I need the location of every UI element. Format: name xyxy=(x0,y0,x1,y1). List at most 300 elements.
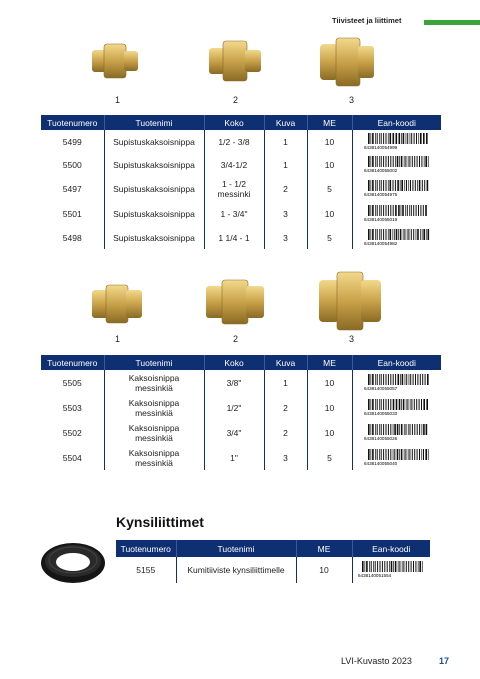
figure-number: 1 xyxy=(115,95,121,105)
product-number: 5501 xyxy=(62,209,82,219)
product-size: 1 - 3/4" xyxy=(204,202,264,226)
figure-number: 1 xyxy=(115,334,121,344)
barcode-bar xyxy=(380,424,381,435)
barcode-bar xyxy=(415,374,416,385)
barcode-bar xyxy=(420,374,421,385)
product-table-reducing-nipples xyxy=(41,115,441,249)
figure-ref: 2 xyxy=(264,176,307,202)
figure-number: 3 xyxy=(349,334,355,344)
barcode-bar xyxy=(388,180,389,191)
product-size: 1/2" xyxy=(204,395,264,420)
barcode-bar xyxy=(392,205,393,216)
barcode-bar xyxy=(413,229,414,240)
barcode-bar xyxy=(401,374,403,385)
barcode-bar xyxy=(370,229,371,240)
barcode-bar xyxy=(380,229,381,240)
barcode-bar xyxy=(370,449,371,460)
fitting-image-1 xyxy=(88,40,144,82)
barcode-bar xyxy=(414,156,415,167)
barcode-bar xyxy=(400,180,401,191)
figure-number: 3 xyxy=(349,95,355,105)
product-size: 1" xyxy=(204,445,264,470)
barcode-bar xyxy=(421,449,422,460)
barcode-icon xyxy=(364,373,430,391)
rubber-seal-image xyxy=(38,536,108,586)
column-header: Koko xyxy=(204,115,264,130)
table-row xyxy=(41,202,441,226)
barcode-bar xyxy=(370,399,371,410)
column-header: ME xyxy=(307,115,352,130)
barcode-bar xyxy=(370,424,371,435)
barcode-icon xyxy=(364,423,430,441)
barcode-bar xyxy=(376,374,377,385)
barcode-bar xyxy=(397,424,399,435)
header-accent-bar xyxy=(424,20,480,25)
barcode-bar xyxy=(383,180,384,191)
barcode-bar xyxy=(375,205,376,216)
column-header: Tuotenumero xyxy=(41,355,104,370)
column-header: Tuotenimi xyxy=(176,540,296,557)
barcode-bar xyxy=(414,399,415,410)
barcode-bar xyxy=(428,156,429,167)
product-number: 5502 xyxy=(62,427,82,438)
barcode-bar xyxy=(402,205,404,216)
barcode-bar xyxy=(401,399,402,410)
barcode-bar xyxy=(424,180,425,191)
barcode-digits: 6438140051554 xyxy=(358,573,392,578)
barcode-bar xyxy=(407,399,408,410)
barcode-bar xyxy=(395,133,397,144)
barcode-icon xyxy=(364,228,430,246)
barcode-bar xyxy=(415,229,416,240)
barcode-bar xyxy=(372,374,374,385)
barcode-bar xyxy=(385,449,386,460)
barcode-bar xyxy=(405,449,406,460)
pack-unit: 10 xyxy=(307,202,352,226)
barcode-bar xyxy=(372,133,374,144)
barcode-bar xyxy=(391,561,393,572)
pack-unit: 10 xyxy=(307,395,352,420)
barcode-bar xyxy=(423,424,425,435)
barcode-bar xyxy=(423,449,424,460)
barcode-bar xyxy=(419,180,421,191)
barcode-bar xyxy=(425,424,427,435)
product-table-claw-couplings xyxy=(116,540,430,583)
barcode-bar xyxy=(372,449,374,460)
barcode-bar xyxy=(370,180,371,191)
catalog-name: LVI-Kuvasto 2023 xyxy=(341,656,412,666)
barcode-bar xyxy=(376,424,377,435)
column-header: ME xyxy=(296,540,352,557)
barcode-bar xyxy=(425,449,427,460)
barcode-bar xyxy=(385,205,386,216)
column-header: ME xyxy=(307,355,352,370)
barcode-icon xyxy=(364,179,430,197)
pack-unit: 10 xyxy=(296,557,352,583)
figure-ref: 1 xyxy=(264,370,307,395)
barcode-bar xyxy=(419,449,420,460)
barcode-bar xyxy=(394,424,396,435)
barcode-bar xyxy=(392,399,394,410)
barcode-bar xyxy=(375,449,376,460)
barcode-bar xyxy=(397,374,399,385)
pack-unit: 5 xyxy=(307,226,352,249)
barcode-bar xyxy=(395,229,397,240)
barcode-bar xyxy=(404,561,405,572)
barcode-bar xyxy=(388,133,389,144)
barcode-bar xyxy=(373,561,374,572)
column-header: Tuotenimi xyxy=(104,115,204,130)
barcode-digits: 6438140054999 xyxy=(363,144,397,150)
barcode-bar xyxy=(375,229,376,240)
fitting-image-3 xyxy=(316,270,384,332)
barcode-bar xyxy=(383,399,384,410)
product-size: 1 - 1/2 messinki xyxy=(204,176,264,202)
barcode-digits: 6438140055040 xyxy=(363,460,397,466)
fitting-image-1 xyxy=(89,282,147,326)
barcode-bar xyxy=(392,180,393,191)
product-name: Kaksoisnippa messinkiä xyxy=(104,445,204,470)
barcode-bar xyxy=(390,205,391,216)
barcode-bar xyxy=(416,399,417,410)
barcode-bar xyxy=(379,449,380,460)
barcode-bar xyxy=(405,205,406,216)
barcode-bar xyxy=(421,424,422,435)
barcode-bar xyxy=(399,424,400,435)
barcode-bar xyxy=(401,449,403,460)
barcode-bar xyxy=(404,180,405,191)
barcode-bar xyxy=(380,399,381,410)
barcode-bar xyxy=(397,180,399,191)
barcode-bar xyxy=(422,374,423,385)
barcode-bar xyxy=(375,561,376,572)
barcode-digits: 6438140055057 xyxy=(363,385,397,391)
barcode-bar xyxy=(419,156,420,167)
barcode-bar xyxy=(409,156,410,167)
column-header: Tuotenumero xyxy=(116,540,176,557)
barcode-bar xyxy=(406,561,407,572)
barcode-bar xyxy=(395,561,397,572)
barcode-bar xyxy=(368,133,370,144)
barcode-bar xyxy=(422,229,423,240)
barcode-bar xyxy=(392,133,394,144)
barcode-bar xyxy=(416,424,417,435)
barcode-bar xyxy=(392,374,393,385)
barcode-bar xyxy=(376,205,377,216)
barcode-bar xyxy=(380,180,381,191)
barcode-bar xyxy=(404,229,405,240)
barcode-bar xyxy=(376,229,377,240)
barcode-bar xyxy=(383,205,384,216)
barcode-bar xyxy=(385,424,386,435)
product-number: 5505 xyxy=(62,377,82,388)
barcode-bar xyxy=(393,561,394,572)
barcode-bar xyxy=(372,229,374,240)
barcode-bar xyxy=(400,561,401,572)
barcode-icon xyxy=(358,560,424,578)
product-number: 5498 xyxy=(62,232,82,243)
barcode-bar xyxy=(408,424,409,435)
barcode-bar xyxy=(406,180,407,191)
product-table-nipples xyxy=(41,355,441,470)
barcode-bar xyxy=(418,133,419,144)
barcode-bar xyxy=(403,229,404,240)
barcode-bar xyxy=(390,156,391,167)
barcode-bar xyxy=(392,449,393,460)
figure-ref: 3 xyxy=(264,445,307,470)
barcode-bar xyxy=(404,156,405,167)
barcode-bar xyxy=(423,133,425,144)
table-row xyxy=(41,420,441,445)
product-size: 1 1/4 - 1 xyxy=(204,226,264,249)
barcode-bar xyxy=(412,156,413,167)
barcode-bar xyxy=(375,374,376,385)
barcode-bar xyxy=(408,374,409,385)
page-header-title: Tiivisteet ja liittimet xyxy=(332,16,402,25)
barcode-bar xyxy=(408,156,409,167)
barcode-bar xyxy=(369,561,370,572)
fitting-image-3 xyxy=(318,36,378,88)
product-number: 5503 xyxy=(62,402,82,413)
barcode-bar xyxy=(380,156,381,167)
barcode-bar xyxy=(407,205,408,216)
barcode-bar xyxy=(365,561,366,572)
product-size: 1/2 - 3/8 xyxy=(204,130,264,153)
barcode-bar xyxy=(388,205,389,216)
barcode-bar xyxy=(392,424,393,435)
barcode-bar xyxy=(370,374,371,385)
barcode-bar xyxy=(408,180,409,191)
barcode-bar xyxy=(385,399,386,410)
barcode-bar xyxy=(383,229,384,240)
product-name: Kaksoisnippa messinkiä xyxy=(104,370,204,395)
barcode-bar xyxy=(370,205,371,216)
barcode-bar xyxy=(415,180,416,191)
barcode-bar xyxy=(416,561,417,572)
table-row xyxy=(116,557,430,583)
table-row xyxy=(41,176,441,202)
barcode-bar xyxy=(389,229,391,240)
barcode-bar xyxy=(400,229,402,240)
barcode-bar xyxy=(417,374,418,385)
column-header: Ean-koodi xyxy=(352,540,430,557)
barcode-bar xyxy=(403,399,405,410)
barcode-bar xyxy=(380,374,381,385)
barcode-bar xyxy=(411,399,412,410)
pack-unit: 10 xyxy=(307,420,352,445)
barcode-bar xyxy=(420,229,421,240)
barcode-bar xyxy=(418,561,419,572)
barcode-bar xyxy=(385,180,386,191)
barcode-bar xyxy=(372,399,374,410)
fitting-image-2 xyxy=(203,278,267,326)
column-header: Koko xyxy=(204,355,264,370)
barcode-bar xyxy=(406,374,407,385)
barcode-bar xyxy=(368,180,370,191)
barcode-bar xyxy=(395,399,397,410)
product-name: Supistuskaksoisnippa xyxy=(104,226,204,249)
barcode-bar xyxy=(400,205,401,216)
barcode-bar xyxy=(415,205,416,216)
column-header: Kuva xyxy=(264,355,307,370)
barcode-bar xyxy=(425,156,427,167)
barcode-bar xyxy=(394,229,395,240)
barcode-bar xyxy=(409,205,410,216)
barcode-bar xyxy=(410,374,411,385)
figure-number: 2 xyxy=(233,334,239,344)
barcode-bar xyxy=(402,133,404,144)
barcode-bar xyxy=(380,449,381,460)
barcode-bar xyxy=(376,156,377,167)
barcode-bar xyxy=(395,205,397,216)
product-name: Supistuskaksoisnippa xyxy=(104,130,204,153)
barcode-bar xyxy=(370,156,371,167)
barcode-bar xyxy=(380,205,381,216)
barcode-bar xyxy=(395,180,396,191)
barcode-bar xyxy=(375,156,376,167)
barcode-bar xyxy=(376,399,377,410)
barcode-bar xyxy=(404,449,405,460)
barcode-bar xyxy=(409,133,410,144)
barcode-bar xyxy=(376,180,377,191)
barcode-bar xyxy=(417,180,418,191)
barcode-bar xyxy=(411,561,412,572)
product-number: 5500 xyxy=(62,159,82,170)
barcode-bar xyxy=(385,229,386,240)
barcode-bar xyxy=(379,133,380,144)
barcode-bar xyxy=(420,561,422,572)
barcode-bar xyxy=(418,399,419,410)
pack-unit: 10 xyxy=(307,130,352,153)
barcode-bar xyxy=(422,180,423,191)
barcode-bar xyxy=(416,156,417,167)
barcode-bar xyxy=(398,205,400,216)
barcode-bar xyxy=(402,561,403,572)
product-number: 5504 xyxy=(62,452,82,463)
pack-unit: 10 xyxy=(307,370,352,395)
barcode-bar xyxy=(368,156,370,167)
fitting-image-2 xyxy=(206,38,266,84)
barcode-bar xyxy=(425,205,427,216)
barcode-bar xyxy=(408,229,409,240)
barcode-icon xyxy=(364,132,430,150)
barcode-bar xyxy=(366,561,368,572)
barcode-bar xyxy=(389,180,391,191)
column-header: Tuotenimi xyxy=(104,355,204,370)
barcode-bar xyxy=(426,133,428,144)
barcode-bar xyxy=(394,449,395,460)
barcode-bar xyxy=(388,449,389,460)
barcode-bar xyxy=(376,449,377,460)
section-title: Kynsiliittimet xyxy=(116,514,204,530)
barcode-icon xyxy=(364,448,430,466)
barcode-bar xyxy=(390,449,391,460)
figure-ref: 2 xyxy=(264,395,307,420)
column-header: Kuva xyxy=(264,115,307,130)
barcode-bar xyxy=(406,399,407,410)
barcode-bar xyxy=(398,133,400,144)
barcode-bar xyxy=(426,180,428,191)
barcode-bar xyxy=(417,229,419,240)
barcode-bar xyxy=(396,449,398,460)
barcode-bar xyxy=(400,374,401,385)
barcode-bar xyxy=(379,229,380,240)
barcode-icon xyxy=(364,155,430,173)
barcode-bar xyxy=(411,229,412,240)
barcode-bar xyxy=(372,205,374,216)
barcode-bar xyxy=(414,449,415,460)
barcode-bar xyxy=(379,424,380,435)
barcode-bar xyxy=(409,424,410,435)
barcode-bar xyxy=(370,133,371,144)
barcode-digits: 6438140055026 xyxy=(363,435,397,441)
figure-ref: 1 xyxy=(264,130,307,153)
barcode-bar xyxy=(405,424,406,435)
barcode-bar xyxy=(383,374,384,385)
product-number: 5497 xyxy=(62,184,82,194)
barcode-bar xyxy=(404,424,405,435)
table-row xyxy=(41,226,441,249)
barcode-bar xyxy=(401,424,403,435)
barcode-digits: 6438140055019 xyxy=(363,217,397,222)
barcode-bar xyxy=(427,374,429,385)
barcode-bar xyxy=(385,561,386,572)
barcode-bar xyxy=(368,424,370,435)
barcode-bar xyxy=(368,449,370,460)
product-number: 5155 xyxy=(136,565,156,575)
barcode-bar xyxy=(405,156,406,167)
barcode-bar xyxy=(420,133,422,144)
product-size: 3/4-1/2 xyxy=(204,153,264,176)
barcode-bar xyxy=(382,561,383,572)
barcode-bar xyxy=(424,156,425,167)
barcode-bar xyxy=(368,374,370,385)
barcode-bar xyxy=(392,156,393,167)
product-name: Kaksoisnippa messinkiä xyxy=(104,395,204,420)
product-name: Supistuskaksoisnippa xyxy=(104,202,204,226)
barcode-bar xyxy=(409,449,410,460)
barcode-bar xyxy=(388,229,389,240)
barcode-bar xyxy=(368,229,370,240)
product-name: Kumitiiviste kynsiliittimelle xyxy=(176,557,296,583)
barcode-digits: 6438140055002 xyxy=(363,167,397,173)
barcode-bar xyxy=(411,133,412,144)
table-row xyxy=(41,153,441,176)
barcode-bar xyxy=(421,399,422,410)
barcode-bar xyxy=(368,399,370,410)
barcode-bar xyxy=(385,133,386,144)
barcode-bar xyxy=(408,449,409,460)
column-header: Ean-koodi xyxy=(352,355,441,370)
table-row xyxy=(41,130,441,153)
barcode-bar xyxy=(413,205,414,216)
barcode-bar xyxy=(389,561,390,572)
barcode-bar xyxy=(390,424,391,435)
barcode-bar xyxy=(424,374,425,385)
barcode-bar xyxy=(423,399,425,410)
barcode-digits: 6438140055033 xyxy=(363,410,397,416)
barcode-bar xyxy=(383,156,384,167)
barcode-bar xyxy=(395,374,396,385)
barcode-bar xyxy=(419,424,420,435)
barcode-bar xyxy=(368,205,370,216)
barcode-bar xyxy=(385,156,386,167)
barcode-bar xyxy=(418,205,419,216)
barcode-digits: 6438140054982 xyxy=(363,240,397,246)
pack-unit: 5 xyxy=(307,445,352,470)
barcode-bar xyxy=(375,399,376,410)
barcode-bar xyxy=(388,424,389,435)
